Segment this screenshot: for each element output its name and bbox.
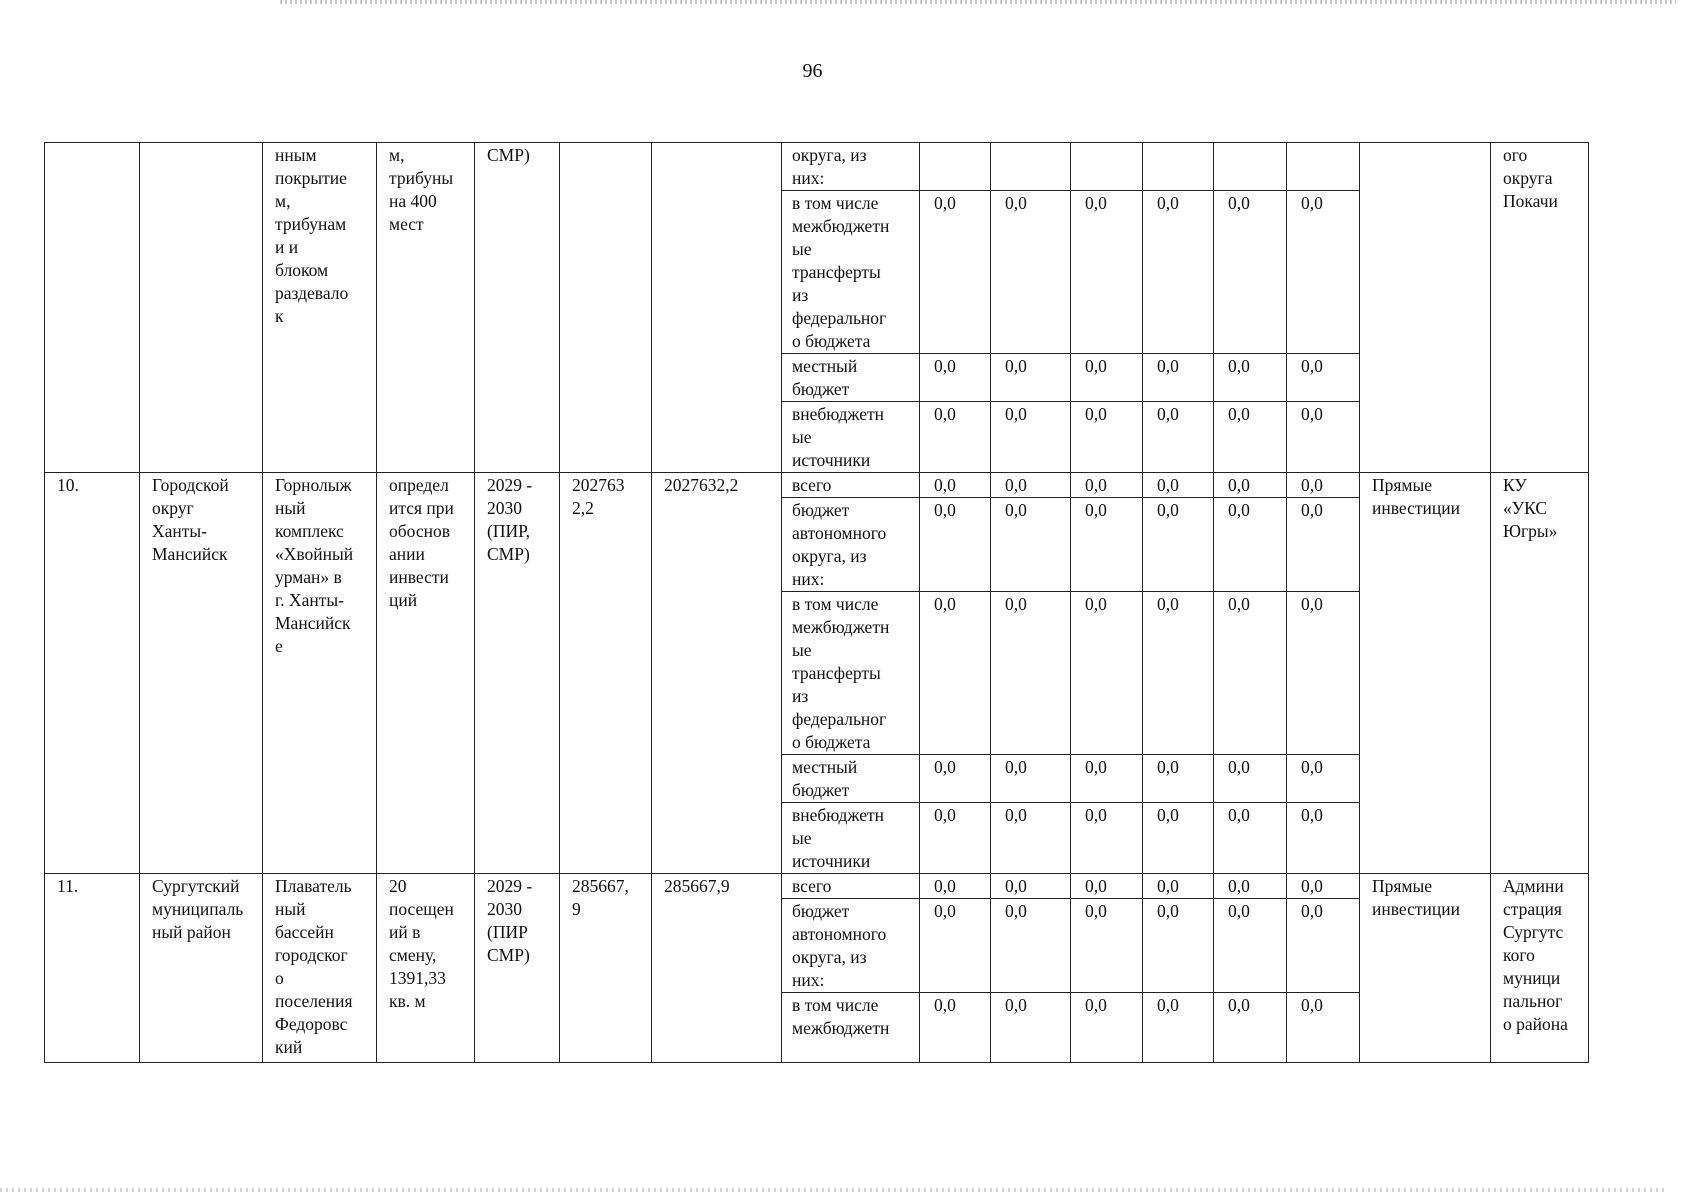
funding-value: 0,0 — [991, 498, 1071, 592]
funding-value: 0,0 — [991, 354, 1071, 402]
funding-value: 0,0 — [1071, 592, 1143, 755]
funding-value: 0,0 — [1143, 473, 1214, 498]
funding-source-cell: всего — [782, 874, 920, 899]
funding-value: 0,0 — [1287, 592, 1360, 755]
object-name-cell: Плаватель ный бассейн городског о поселения Федоровс кий — [263, 874, 377, 1063]
funding-value: 0,0 — [920, 498, 991, 592]
table-row — [45, 874, 1589, 899]
funding-value: 0,0 — [1214, 899, 1287, 993]
funding-source-cell: бюджет автономного округа, из них: — [782, 498, 920, 592]
object-name-cell: Горнолыж ный комплекс «Хвойный урман» в г. Ханты- Мансийск е — [263, 473, 377, 874]
funding-value: 0,0 — [1287, 803, 1360, 874]
funding-value: 0,0 — [991, 803, 1071, 874]
funding-value: 0,0 — [1214, 402, 1287, 473]
funding-value: 0,0 — [1143, 993, 1214, 1063]
scan-noise-top — [280, 0, 1676, 4]
funding-value: 0,0 — [1143, 592, 1214, 755]
funding-value: 0,0 — [1071, 191, 1143, 354]
funding-value: 0,0 — [1143, 755, 1214, 803]
funding-source-cell: внебюджетн ые источники — [782, 402, 920, 473]
funding-value: 0,0 — [1214, 473, 1287, 498]
funding-value: 0,0 — [1287, 498, 1360, 592]
remaining-cost-cell: 285667,9 — [652, 874, 782, 1063]
capacity-cell: 20 посещен ий в смену, 1391,33 кв. м — [377, 874, 475, 1063]
funding-value: 0,0 — [1071, 498, 1143, 592]
funding-value: 0,0 — [991, 874, 1071, 899]
period-cell: 2029 - 2030 (ПИР, СМР) — [475, 473, 560, 874]
executor-cell: КУ «УКС Югры» — [1491, 473, 1589, 874]
funding-source-cell: внебюджетн ые источники — [782, 803, 920, 874]
executor-cell: Админи страция Сургутс кого муници пальног о района — [1491, 874, 1589, 1063]
municipality-cell: Городской округ Ханты- Мансийск — [140, 473, 263, 874]
funding-value: 0,0 — [1143, 354, 1214, 402]
funding-value: 0,0 — [1287, 402, 1360, 473]
funding-value — [991, 143, 1071, 191]
funding-source-cell: всего — [782, 473, 920, 498]
cost-cell: 202763 2,2 — [560, 473, 652, 874]
funding-value: 0,0 — [1143, 874, 1214, 899]
mechanism-cell — [1360, 143, 1491, 473]
funding-source-cell: в том числе межбюджетн ые трансферты из федеральног о бюджета — [782, 592, 920, 755]
funding-value — [920, 143, 991, 191]
funding-value: 0,0 — [1214, 803, 1287, 874]
funding-value: 0,0 — [1287, 755, 1360, 803]
funding-value — [1071, 143, 1143, 191]
investment-objects-table — [44, 142, 1589, 1063]
funding-value: 0,0 — [1143, 803, 1214, 874]
funding-value: 0,0 — [1071, 803, 1143, 874]
remaining-cost-cell: 2027632,2 — [652, 473, 782, 874]
scan-noise-bottom — [0, 1188, 1666, 1192]
table-row — [45, 473, 1589, 498]
funding-value — [1287, 143, 1360, 191]
mechanism-cell: Прямые инвестиции — [1360, 473, 1491, 874]
remaining-cost-cell — [652, 143, 782, 473]
funding-value: 0,0 — [1287, 874, 1360, 899]
funding-value: 0,0 — [920, 473, 991, 498]
funding-value: 0,0 — [1287, 354, 1360, 402]
row-number: 11. — [45, 874, 140, 1063]
capacity-cell: определ ится при обоснов ании инвести ций — [377, 473, 475, 874]
funding-value: 0,0 — [1071, 755, 1143, 803]
funding-value: 0,0 — [1287, 191, 1360, 354]
funding-value: 0,0 — [1143, 899, 1214, 993]
funding-value: 0,0 — [1287, 473, 1360, 498]
funding-value: 0,0 — [1287, 993, 1360, 1063]
period-cell: СМР) — [475, 143, 560, 473]
object-name-cell: нным покрытие м, трибунам и и блоком раздевало к — [263, 143, 377, 473]
funding-value: 0,0 — [1143, 402, 1214, 473]
funding-source-cell: местный бюджет — [782, 354, 920, 402]
row-number — [45, 143, 140, 473]
funding-value: 0,0 — [991, 755, 1071, 803]
funding-value: 0,0 — [991, 473, 1071, 498]
period-cell: 2029 - 2030 (ПИР СМР) — [475, 874, 560, 1063]
funding-value: 0,0 — [1071, 402, 1143, 473]
funding-source-cell: в том числе межбюджетн — [782, 993, 920, 1063]
funding-value: 0,0 — [920, 899, 991, 993]
cost-cell: 285667, 9 — [560, 874, 652, 1063]
funding-value: 0,0 — [1071, 473, 1143, 498]
funding-value: 0,0 — [1214, 755, 1287, 803]
funding-value: 0,0 — [920, 354, 991, 402]
funding-value: 0,0 — [991, 993, 1071, 1063]
funding-source-cell: в том числе межбюджетн ые трансферты из федеральног о бюджета — [782, 191, 920, 354]
funding-value: 0,0 — [920, 993, 991, 1063]
funding-value: 0,0 — [1071, 993, 1143, 1063]
funding-value: 0,0 — [1071, 874, 1143, 899]
funding-value: 0,0 — [1214, 354, 1287, 402]
funding-source-cell: бюджет автономного округа, из них: — [782, 899, 920, 993]
funding-value: 0,0 — [1214, 874, 1287, 899]
funding-value: 0,0 — [991, 402, 1071, 473]
funding-value: 0,0 — [1143, 191, 1214, 354]
funding-source-cell: округа, из них: — [782, 143, 920, 191]
funding-value: 0,0 — [920, 755, 991, 803]
funding-value — [1143, 143, 1214, 191]
cost-cell — [560, 143, 652, 473]
funding-value: 0,0 — [991, 899, 1071, 993]
municipality-cell — [140, 143, 263, 473]
funding-value: 0,0 — [920, 803, 991, 874]
funding-value: 0,0 — [920, 191, 991, 354]
funding-value: 0,0 — [1214, 993, 1287, 1063]
funding-value: 0,0 — [991, 592, 1071, 755]
page-number: 96 — [802, 60, 823, 82]
capacity-cell: м, трибуны на 400 мест — [377, 143, 475, 473]
funding-value: 0,0 — [991, 191, 1071, 354]
mechanism-cell: Прямые инвестиции — [1360, 874, 1491, 1063]
funding-value: 0,0 — [1287, 899, 1360, 993]
funding-value: 0,0 — [920, 874, 991, 899]
funding-source-cell: местный бюджет — [782, 755, 920, 803]
funding-value: 0,0 — [1214, 498, 1287, 592]
row-number: 10. — [45, 473, 140, 874]
table-row — [45, 143, 1589, 191]
municipality-cell: Сургутский муниципаль ный район — [140, 874, 263, 1063]
funding-value: 0,0 — [1143, 498, 1214, 592]
funding-value: 0,0 — [920, 592, 991, 755]
funding-value: 0,0 — [1071, 354, 1143, 402]
funding-value: 0,0 — [1214, 191, 1287, 354]
funding-value: 0,0 — [1071, 899, 1143, 993]
funding-value: 0,0 — [1214, 592, 1287, 755]
funding-value — [1214, 143, 1287, 191]
funding-value: 0,0 — [920, 402, 991, 473]
executor-cell: ого округа Покачи — [1491, 143, 1589, 473]
